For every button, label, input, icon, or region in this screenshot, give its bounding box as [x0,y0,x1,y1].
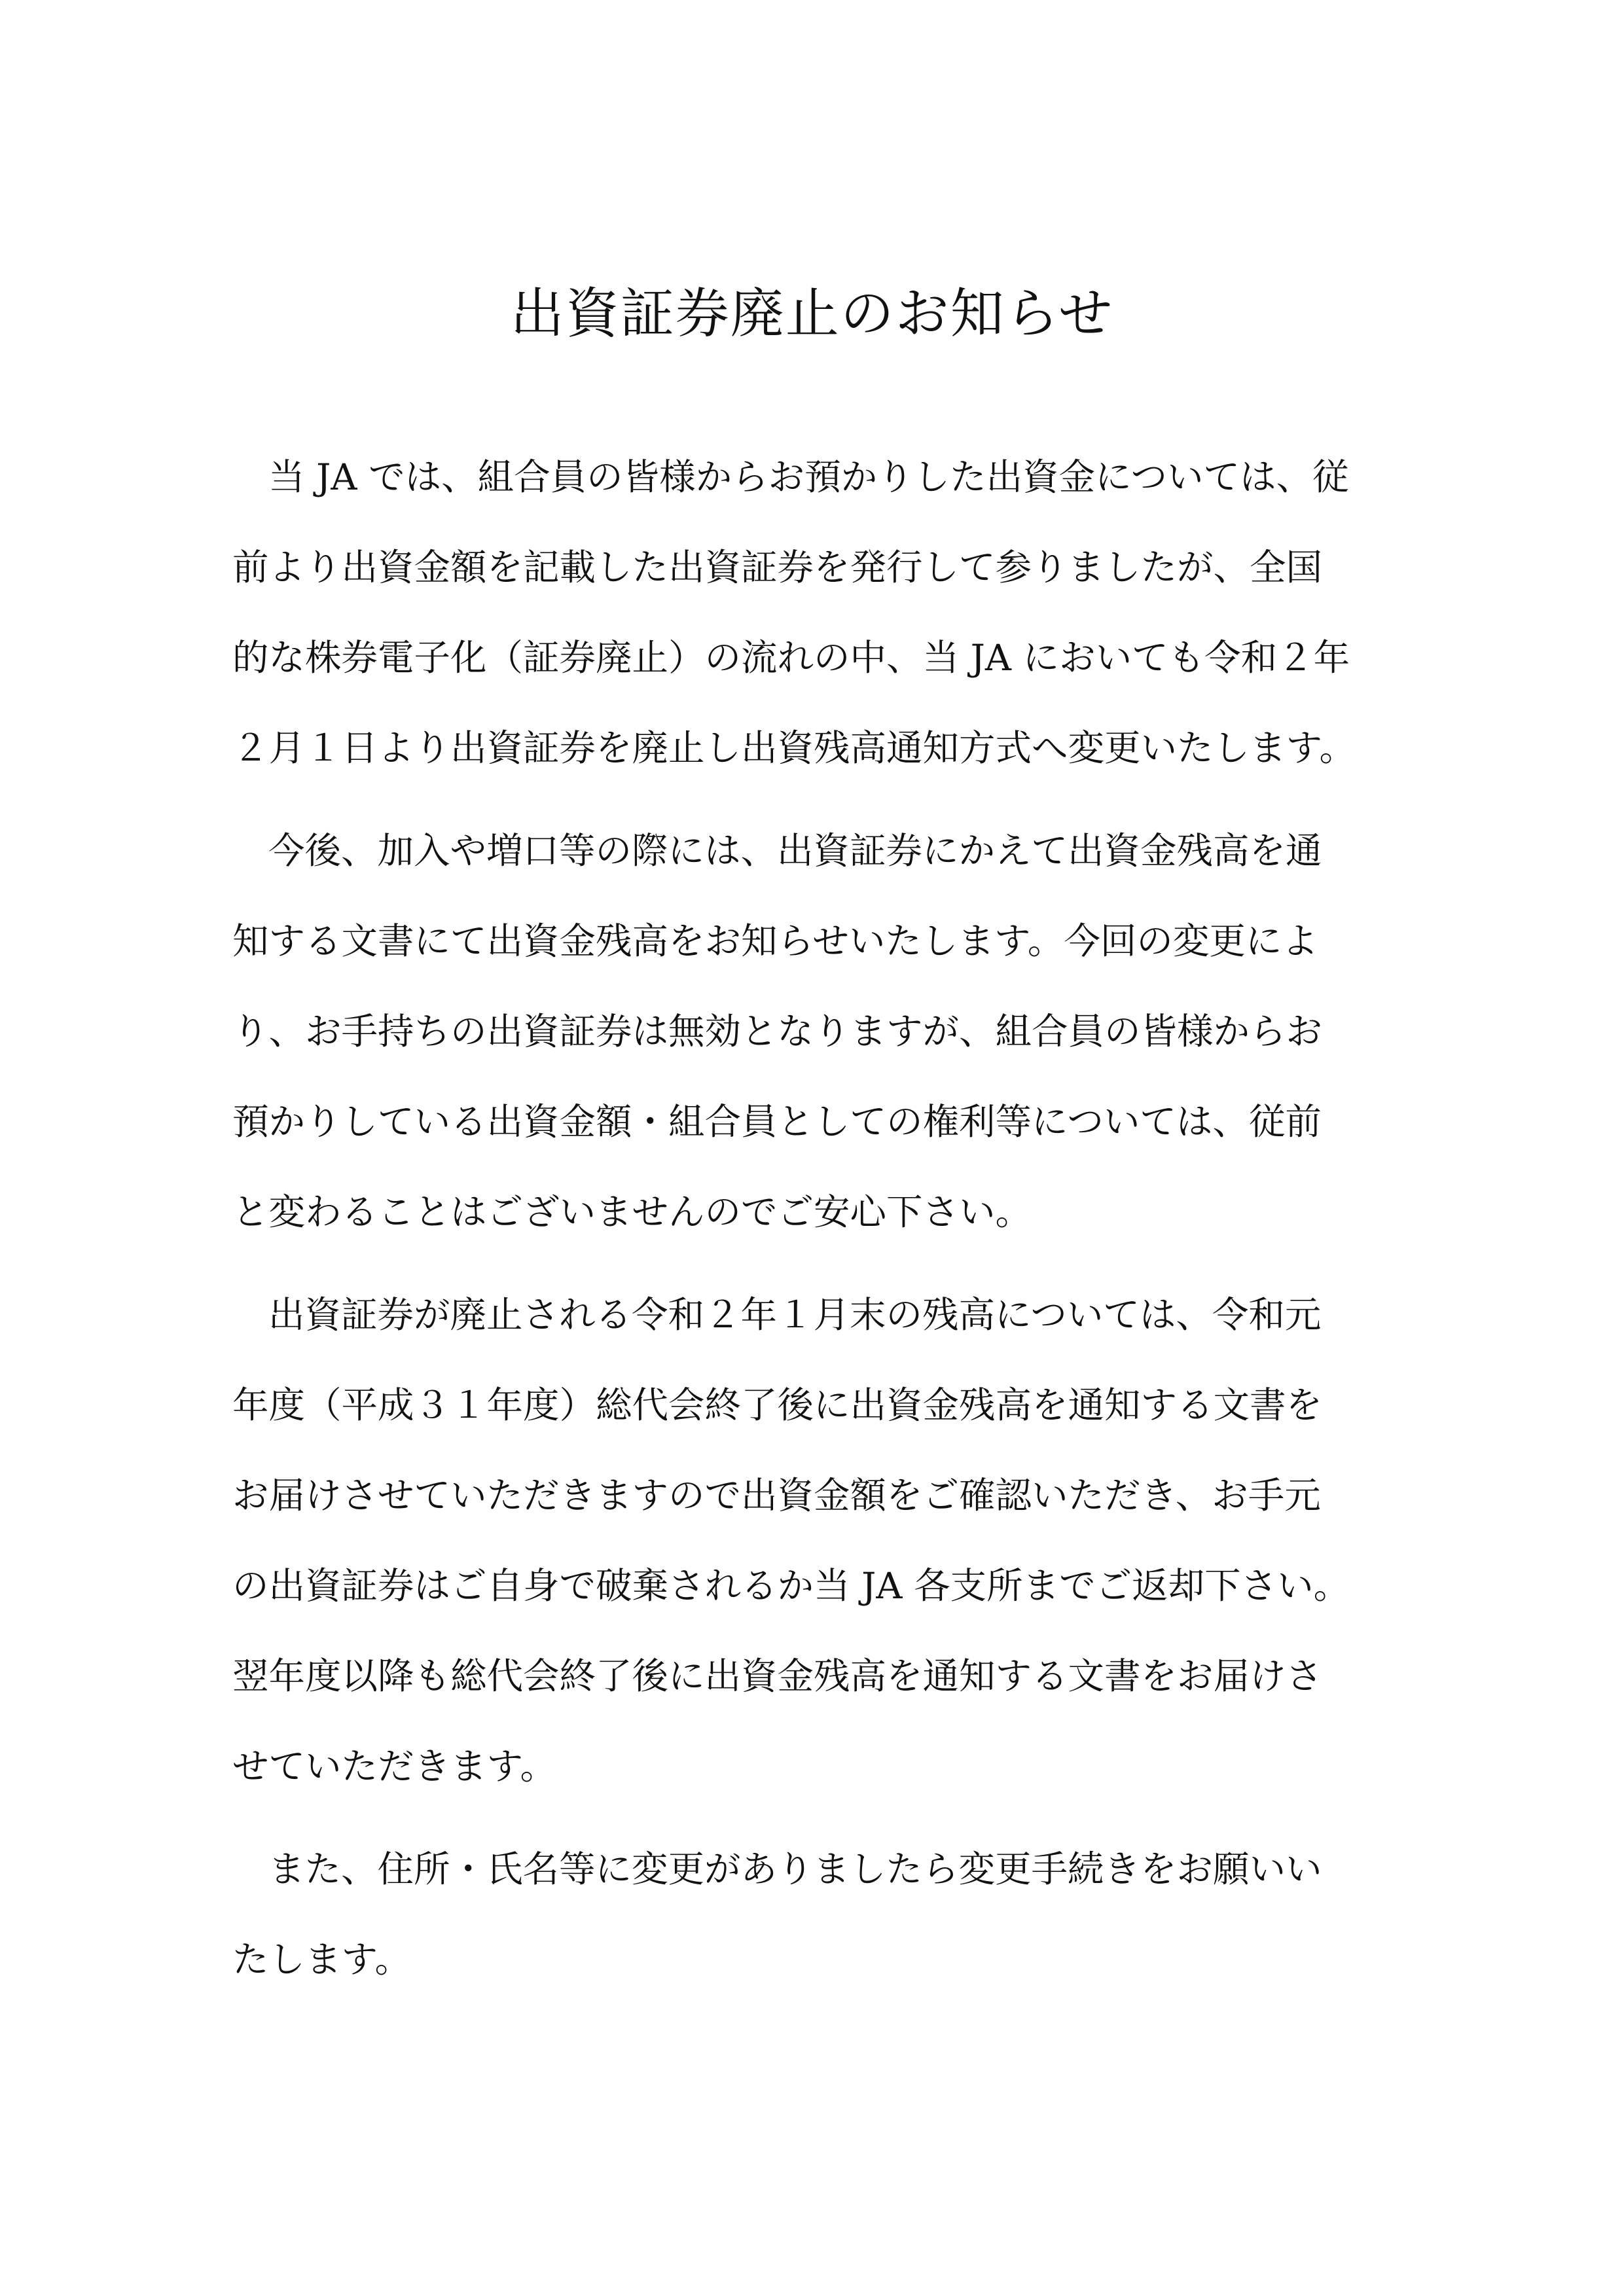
paragraph-4-line-2: たします。 [232,1939,412,1981]
paragraph-1-line-1: 当 JA では、組合員の皆様からお預かりした出資金については、従 [268,456,1349,499]
paragraph-2-line-2: 知する文書にて出資金残高をお知らせいたします。今回の変更によ [232,920,1318,963]
paragraph-3-line-5: 翌年度以降も総代会終了後に出資金残高を通知する文書をお届けさ [232,1655,1323,1698]
paragraph-3-line-6: せていただきます。 [232,1746,557,1788]
paragraph-3-line-4: の出資証券はご自身で破棄されるか当 JA 各支所までご返却下さい。 [232,1565,1350,1607]
paragraph-3-line-3: お届けさせていただきますので出資金額をご確認いただき、お手元 [232,1475,1321,1517]
paragraph-2-line-4: 預かりしている出資金額・組合員としての権利等については、従前 [232,1101,1322,1143]
paragraph-3-line-2: 年度（平成３１年度）総代会終了後に出資金残高を通知する文書を [232,1384,1323,1427]
paragraph-2-line-3: り、お手持ちの出資証券は無効となりますが、組合員の皆様からお [232,1011,1323,1053]
document-title: 出資証券廃止のお知らせ [510,283,1114,345]
paragraph-1-line-3: 的な株券電子化（証券廃止）の流れの中、当 JA においても令和２年 [232,637,1350,679]
paragraph-1-line-4: ２月１日より出資証券を廃止し出資残高通知方式へ変更いたします。 [232,727,1356,770]
paragraph-4-line-1: また、住所・氏名等に変更がありましたら変更手続きをお願いい [268,1848,1322,1891]
paragraph-1-line-2: 前より出資金額を記載した出資証券を発行して参りましたが、全国 [232,547,1323,589]
paragraph-2-line-5: と変わることはございませんのでご安心下さい。 [232,1191,1032,1234]
paragraph-3-line-1: 出資証券が廃止される令和２年１月末の残高については、令和元 [268,1294,1322,1336]
paragraph-2-line-1: 今後、加入や増口等の際には、出資証券にかえて出資金残高を通 [268,830,1322,872]
